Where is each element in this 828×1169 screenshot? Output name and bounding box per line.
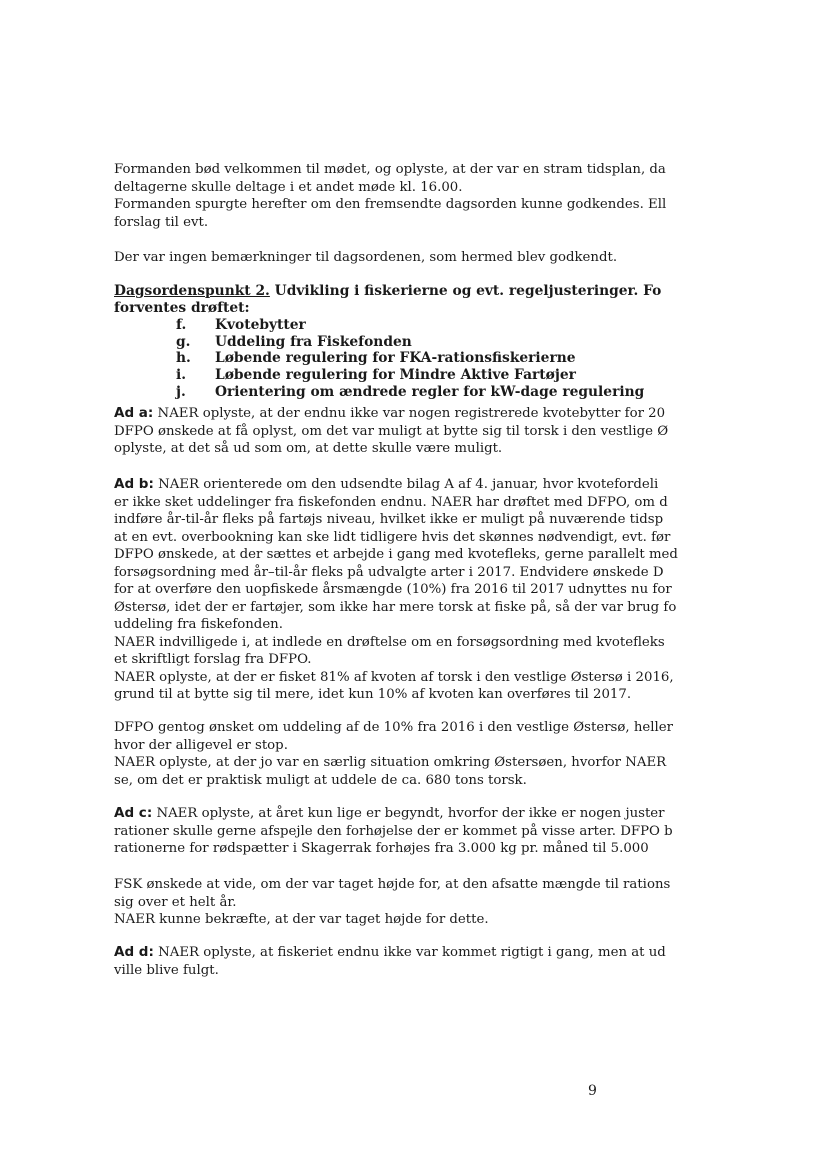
agenda-item	[176, 317, 644, 334]
ad-b-label: Ad b:	[114, 476, 154, 492]
text-line: NAER oplyste, at der endnu ikke var nogen registrerede kvotebytter for 20	[153, 406, 666, 421]
text-line: Formanden spurgte herefter om den fremsendte dagsorden kunne godkendes. Ell	[114, 197, 667, 212]
text-line: Der var ingen bemærkninger til dagsordenen, som hermed blev godkendt.	[114, 250, 618, 265]
ad-a-paragraph	[114, 405, 828, 458]
text-line: DFPO ønskede, at der sættes et arbejde i gang med kvotefleks, gerne parallelt med	[114, 547, 678, 562]
agenda-item	[176, 384, 644, 401]
agenda-item-letter: f.	[176, 317, 187, 333]
agenda-item-text: Kvotebytter	[215, 317, 306, 333]
text-line: NAER kunne bekræfte, at der var taget højde for dette.	[114, 912, 489, 927]
text-line: uddeling fra fiskefonden.	[114, 617, 283, 632]
intro-paragraph	[114, 161, 828, 231]
text-line: NAER oplyste, at der er fisket 81% af kvoten af torsk i den vestlige Østersø i 2016,	[114, 669, 674, 685]
ad-d-paragraph	[114, 944, 828, 979]
agenda-item-text: Uddeling fra Fiskefonden	[215, 333, 412, 350]
text-line: for at overføre den uopfiskede årsmængde (10%) fra 2016 til 2017 udnyttes nu for	[114, 582, 672, 597]
text-line: indføre år-til-år fleks på fartøjs niveau, hvilket ikke er muligt på nuværende tidsp	[114, 512, 664, 527]
ad-d-label: Ad d:	[114, 944, 154, 960]
text-line: ville blive fulgt.	[114, 962, 219, 978]
text-line: NAER indvilligede i, at indlede en drøftelse om en forsøgsordning med kvotefleks	[114, 634, 665, 650]
text-line: NAER orienterede om den udsendte bilag A af 4. januar, hvor kvotefordeli	[153, 477, 659, 492]
text-line: et skriftligt forslag fra DFPO.	[114, 652, 312, 667]
agenda-item-letter: i.	[176, 367, 187, 384]
agenda-item	[176, 367, 644, 384]
text-line: forslag til evt.	[114, 214, 209, 230]
agenda-label: Dagsordenspunkt 2.	[114, 283, 270, 299]
text-line: NAER oplyste, at fiskeriet endnu ikke var kommet rigtigt i gang, men at ud	[153, 945, 666, 960]
text-line: at en evt. overbookning kan ske lidt tidligere hvis det skønnes nødvendigt, evt. før	[114, 529, 671, 545]
agenda-item-text: Orientering om ændrede regler for kW-dage regulering	[215, 383, 645, 400]
page-number: 9	[588, 1083, 597, 1099]
text-line: er ikke sket uddelinger fra fiskefonden endnu. NAER har drøftet med DFPO, om d	[114, 494, 668, 510]
text-line: rationerne for rødspætter i Skagerrak forhøjes fra 3.000 kg pr. måned til 5.000	[114, 841, 649, 856]
text-line: FSK ønskede at vide, om der var taget højde for, at den afsatte mængde til rations	[114, 877, 671, 892]
text-line: sig over et helt år.	[114, 894, 237, 910]
agenda-item	[176, 350, 644, 367]
text-line: deltagerne skulle deltage i et andet møde kl. 16.00.	[114, 179, 463, 195]
text-line: DFPO gentog ønsket om uddeling af de 10% fra 2016 i den vestlige Østersø, heller	[114, 720, 674, 735]
text-line: oplyste, at det så ud som om, at dette skulle være muligt.	[114, 441, 503, 456]
agenda-heading	[114, 283, 828, 317]
agenda-title: Udvikling i fiskerierne og evt. regeljusteringer. Fo	[269, 283, 662, 299]
text-line: grund til at bytte sig til mere, idet kun 10% af kvoten kan overføres til 2017.	[114, 687, 632, 702]
text-line: DFPO ønskede at få oplyst, om det var muligt at bytte sig til torsk i den vestlige Ø	[114, 423, 669, 439]
dfpo-paragraph	[114, 719, 828, 789]
text-line: Formanden bød velkommen til mødet, og oplyste, at der var en stram tidsplan, da	[114, 162, 666, 177]
agenda-item-letter: h.	[176, 350, 191, 367]
text-line: se, om det er praktisk muligt at uddele de ca. 680 tons torsk.	[114, 772, 527, 788]
text-line: rationer skulle gerne afspejle den forhøjelse der er kommet på visse arter. DFPO b	[114, 823, 673, 839]
ad-c-paragraph	[114, 805, 828, 858]
text-line: NAER oplyste, at der jo var en særlig situation omkring Østersøen, hvorfor NAER	[114, 755, 667, 770]
agenda-item-letter: j.	[176, 383, 186, 400]
agenda-item-text: Løbende regulering for FKA-rationsfiskerierne	[215, 350, 576, 367]
ad-a-label: Ad a:	[114, 405, 154, 421]
ad-c-label: Ad c:	[114, 805, 153, 821]
agenda-subtitle: forventes drøftet:	[114, 300, 250, 316]
agenda-item-letter: g.	[176, 333, 191, 350]
agenda-item-text: Løbende regulering for Mindre Aktive Fartøjer	[215, 367, 576, 384]
agenda-list	[176, 317, 644, 401]
agenda-item	[176, 334, 644, 351]
no-remarks-paragraph	[114, 249, 828, 267]
text-line: hvor der alligevel er stop.	[114, 737, 288, 753]
text-line: NAER oplyste, at året kun lige er begyndt, hvorfor der ikke er nogen juster	[152, 806, 665, 821]
text-line: Østersø, idet der er fartøjer, som ikke har mere torsk at fiske på, så der var brug fo	[114, 599, 677, 615]
text-line: forsøgsordning med år–til-år fleks på udvalgte arter i 2017. Endvidere ønskede D	[114, 564, 664, 580]
ad-b-paragraph	[114, 476, 828, 704]
fsk-paragraph	[114, 876, 828, 929]
